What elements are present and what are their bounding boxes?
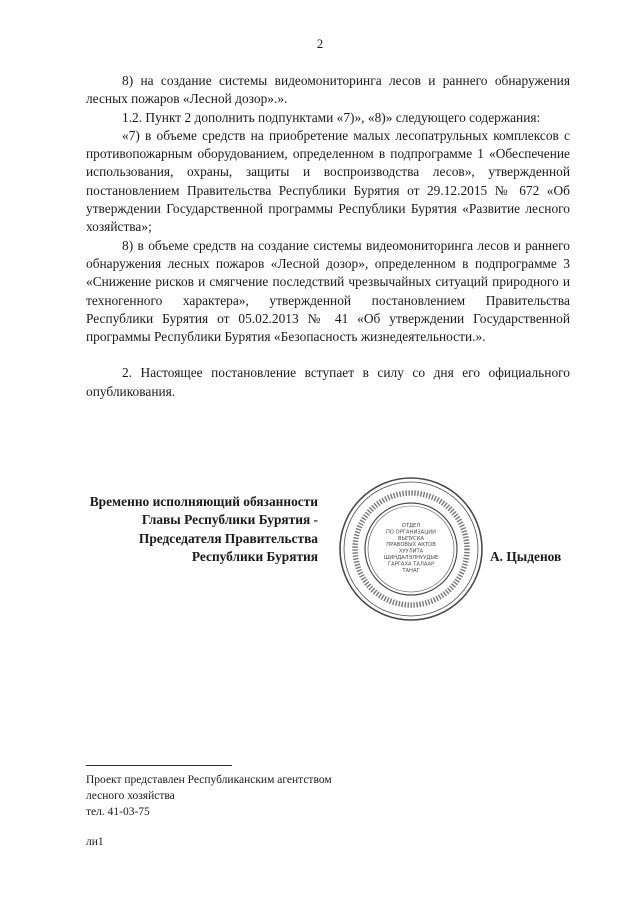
signatory-title-line: Председателя Правительства — [138, 530, 318, 546]
paragraph-item-8-prev: 8) на создание системы видеомониторинга лесов и раннего обнаружения лесных пожаров «Лесной дозор».». — [86, 73, 570, 107]
seal-text-line: ПРАВОВЫХ АКТОВ — [386, 542, 436, 549]
document-code: ли1 — [86, 836, 104, 848]
paragraph-effective-date: 2. Настоящее постановление вступает в силу со дня его официального опубликования. — [86, 365, 570, 399]
seal-text-line: ГАРГАХА ТАЛААР — [387, 561, 435, 568]
document-body — [86, 72, 570, 401]
paragraph-amendment-1-2: 1.2. Пункт 2 дополнить подпунктами «7)», «8)» следующего содержания: — [122, 109, 541, 125]
footnote-line: лесного хозяйства — [86, 790, 175, 802]
signer-name: А. Цыденов — [490, 549, 562, 564]
seal-text-line: ТАНАГ — [402, 567, 420, 574]
seal-text-line: ОТДЕЛ — [401, 523, 421, 529]
signatory-title-line: Главы Республики Бурятия - — [141, 512, 318, 528]
seal-text-line: ВЫПУСКА — [397, 535, 425, 542]
seal-text-line: ШИНДАЛЭЛНУУДЫЕ — [383, 555, 439, 561]
signatory-title-line: Республики Бурятия — [191, 548, 318, 564]
footnote — [86, 772, 406, 850]
page-number: 2 — [316, 36, 324, 51]
paragraph-subitem-8: 8) в объеме средств на создание системы видеомониторинга лесов и раннего обнаружения лесных пожаров «Лесной дозор», определенном в подпрограмме 3 «Снижение рисков и смягчение последствий чрезвычайных ситуаций природного и техногенного характера», утвержденной постановлением Правительства Республики Бурятия от 05.02.2013 № 41 «Об утверждении Государственной программы Республики Бурятия «Безопасность жизнедеятельности.». — [86, 237, 570, 345]
paragraph-subitem-7: «7) в объеме средств на приобретение малых лесопатрульных комплексов с противопожарным оборудованием, определенном в подпрограмме 1 «Обеспечение использования, охраны, защиты и воспроизводства лесов», утвержденной постановлением Правительства Республики Бурятия от 29.12.2015 № 672 «Об утверждении Государственной программы Республики Бурятия «Развитие лесного хозяйства»; — [86, 127, 570, 235]
seal-text-line: ХУУЛИТА — [398, 548, 424, 555]
footnote-line: тел. 41-03-75 — [86, 806, 150, 818]
signatory-title — [60, 493, 318, 566]
signatory-title-line: Временно исполняющий обязанности — [89, 494, 318, 509]
seal-text-line: ПО ОРГАНИЗАЦИИ — [385, 529, 437, 536]
footnote-line: Проект представлен Республиканским агентством — [86, 774, 332, 786]
footnote-divider — [86, 765, 232, 766]
official-seal — [338, 476, 484, 622]
